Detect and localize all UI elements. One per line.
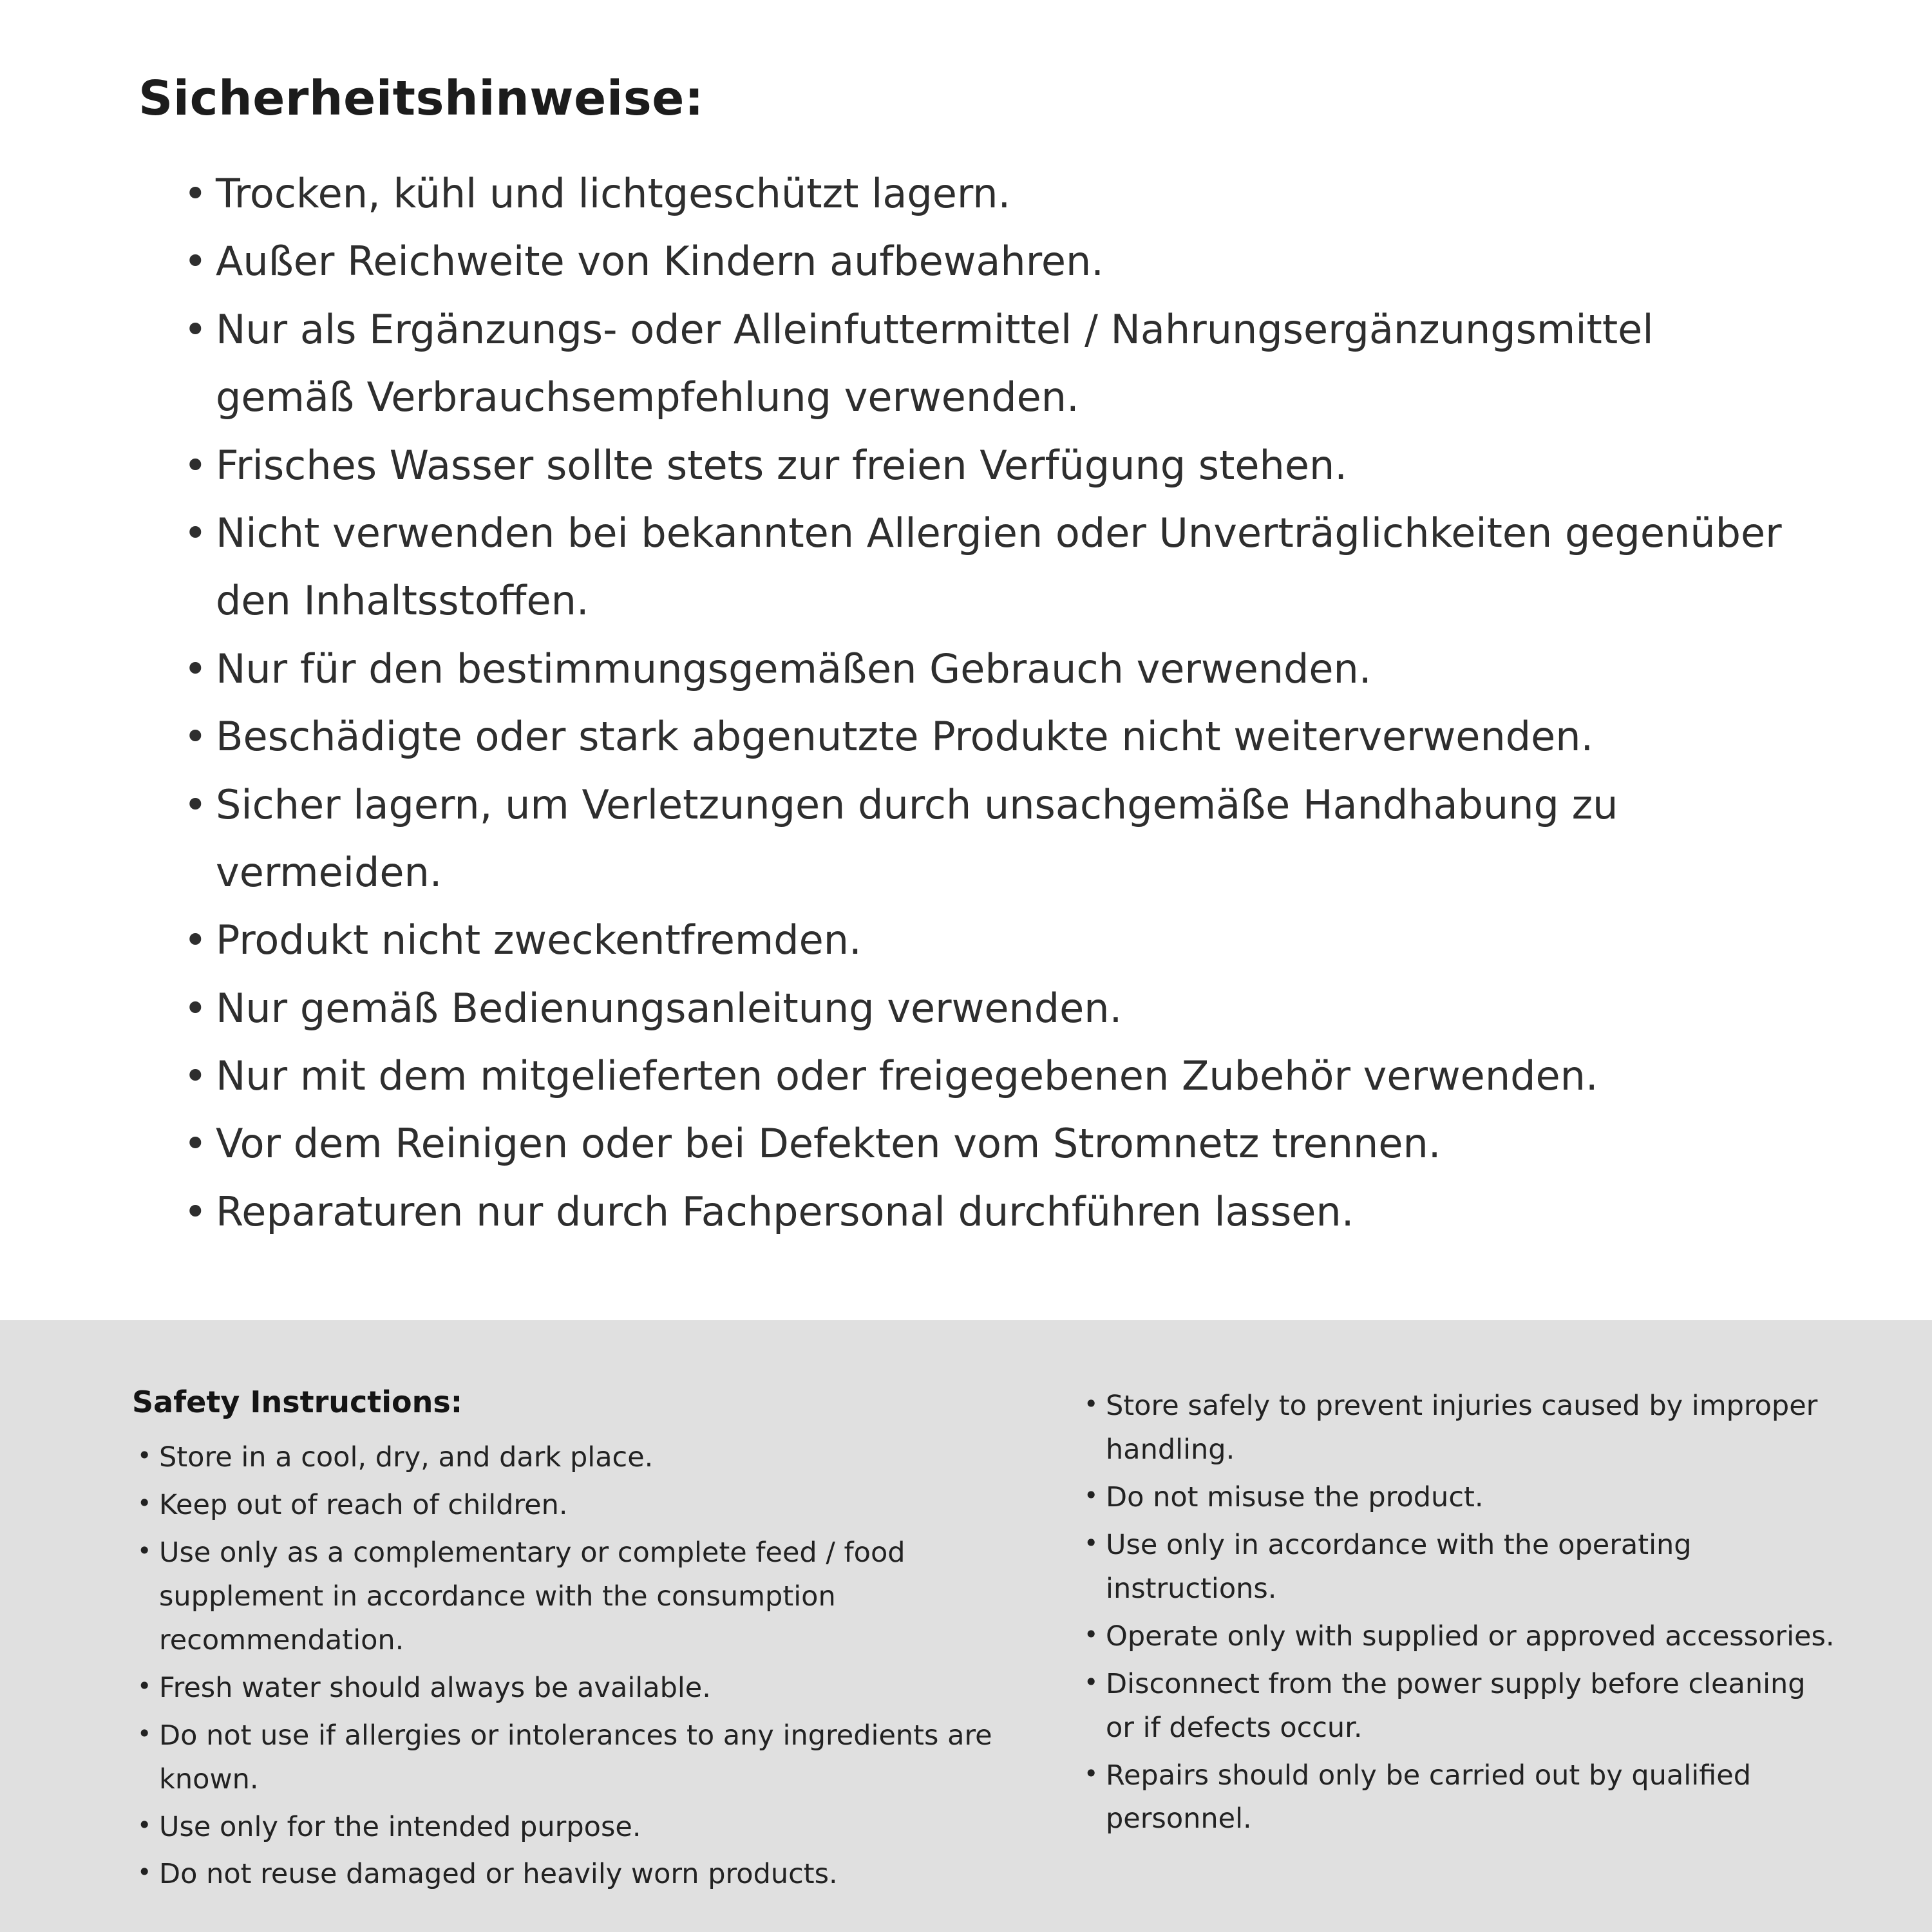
list-item: • Repairs should only be carried out by qualified personnel. — [1079, 1754, 1835, 1842]
list-item: • Use only in accordance with the operating instructions. — [1079, 1524, 1835, 1611]
list-item: • Operate only with supplied or approved accessories. — [1079, 1615, 1835, 1659]
list-item: • Trocken, kühl und lichtgeschützt lagern. — [184, 160, 1794, 227]
list-item: • Do not use if allergies or intolerances to any ingredients are known. — [132, 1714, 995, 1802]
german-heading: Sicherheitshinweise: — [138, 71, 705, 126]
list-item: • Frisches Wasser sollte stets zur freien Verfügung stehen. — [184, 431, 1794, 499]
english-left-column — [132, 1385, 995, 1932]
list-item: • Use only as a complementary or complete feed / food supplement in accordance with the consumption recommendation. — [132, 1531, 995, 1663]
english-right-column — [1079, 1385, 1835, 1932]
list-item: • Nicht verwenden bei bekannten Allergien oder Unverträglichkeiten gegenüber den Inhaltsstoffen. — [184, 499, 1794, 635]
list-item: • Außer Reichweite von Kindern aufbewahren. — [184, 227, 1794, 295]
list-item: • Beschädigte oder stark abgenutzte Produkte nicht weiterverwenden. — [184, 703, 1794, 770]
english-heading: Safety Instructions: — [132, 1385, 463, 1419]
list-item: • Fresh water should always be available. — [132, 1667, 995, 1710]
english-list-left — [132, 1436, 995, 1897]
list-item: • Disconnect from the power supply before cleaning or if defects occur. — [1079, 1663, 1835, 1750]
list-item: • Use only for the intended purpose. — [132, 1806, 995, 1850]
list-item: • Vor dem Reinigen oder bei Defekten vom Stromnetz trennen. — [184, 1110, 1794, 1177]
list-item: • Do not misuse the product. — [1079, 1476, 1835, 1520]
english-list-right — [1079, 1385, 1835, 1841]
list-item: • Nur für den bestimmungsgemäßen Gebrauch verwenden. — [184, 635, 1794, 703]
list-item: • Nur gemäß Bedienungsanleitung verwenden. — [184, 974, 1794, 1042]
list-item: • Nur als Ergänzungs- oder Alleinfuttermittel / Nahrungsergänzungsmittel gemäß Verbrauchsempfehlung verwenden. — [184, 296, 1794, 431]
list-item: • Reparaturen nur durch Fachpersonal durchführen lassen. — [184, 1178, 1794, 1245]
list-item: • Keep out of reach of children. — [132, 1484, 995, 1528]
english-section — [0, 1320, 1932, 1932]
list-item: • Store in a cool, dry, and dark place. — [132, 1436, 995, 1480]
list-item: • Sicher lagern, um Verletzungen durch unsachgemäße Handhabung zu vermeiden. — [184, 771, 1794, 907]
list-item: • Nur mit dem mitgelieferten oder freigegebenen Zubehör verwenden. — [184, 1042, 1794, 1110]
list-item: • Do not reuse damaged or heavily worn products. — [132, 1853, 995, 1897]
list-item: • Produkt nicht zweckentfremden. — [184, 906, 1794, 974]
list-item: • Store safely to prevent injuries caused by improper handling. — [1079, 1385, 1835, 1472]
german-list — [184, 160, 1794, 1245]
